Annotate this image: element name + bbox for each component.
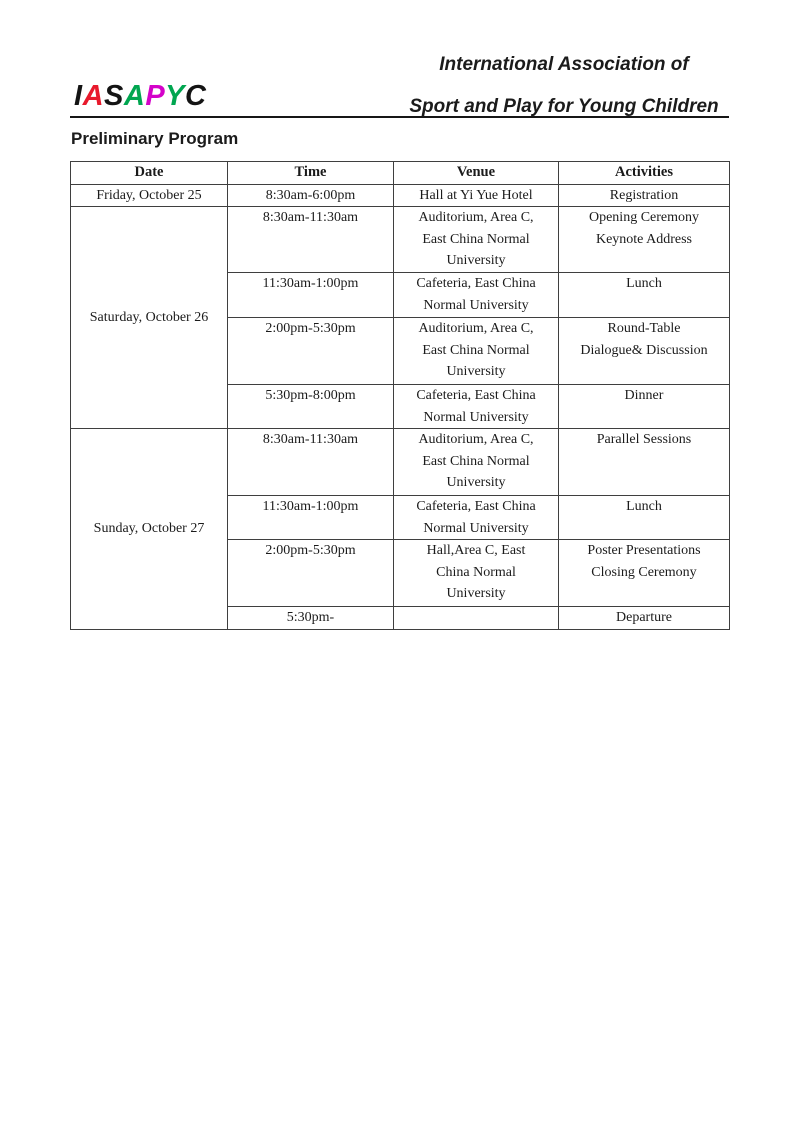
time-cell: 2:00pm-5:30pm [228, 540, 394, 607]
venue-line: University [446, 364, 506, 379]
activity-line: Round-Table [607, 321, 681, 336]
venue-cell [394, 385, 559, 429]
page-title: Preliminary Program [71, 129, 239, 148]
activity-line: Closing Ceremony [591, 564, 697, 580]
venue-line: Normal University [423, 520, 529, 536]
date-cell: Sunday, October 27 [71, 429, 228, 630]
venue-line: Normal University [423, 409, 529, 425]
date-cell: Saturday, October 26 [71, 207, 228, 429]
venue-line: Auditorium, Area C, [418, 210, 534, 225]
table-row [71, 184, 730, 207]
venue-cell [394, 318, 559, 385]
column-header-activities: Activities [559, 162, 730, 185]
activities-cell [559, 496, 730, 540]
column-header-time: Time [228, 162, 394, 185]
venue-line: Cafeteria, East China [416, 276, 536, 291]
logo-letter: S [104, 80, 124, 112]
column-header-venue: Venue [394, 162, 559, 185]
activities-cell [559, 273, 730, 318]
venue-line: East China Normal [422, 231, 530, 247]
organization-title-line2: Sport and Play for Young Children [409, 96, 719, 117]
logo-letter: C [185, 80, 207, 112]
table-header-row [71, 162, 730, 185]
venue-line: University [446, 586, 506, 601]
activity-line: Parallel Sessions [596, 432, 692, 447]
activity-line: Keynote Address [595, 231, 693, 247]
venue-line: University [446, 253, 506, 268]
logo-letter: Y [165, 80, 185, 112]
activity-line: Registration [609, 187, 679, 203]
time-cell: 5:30pm-8:00pm [228, 385, 394, 429]
venue-cell [394, 207, 559, 273]
activities-cell [559, 607, 730, 630]
time-cell: 8:30am-11:30am [228, 207, 394, 273]
activity-line: Dinner [624, 388, 664, 403]
time-cell: 8:30am-11:30am [228, 429, 394, 496]
organization-title-line1: International Association of [439, 54, 689, 75]
date-cell: Friday, October 25 [71, 184, 228, 207]
time-cell: 5:30pm- [228, 607, 394, 630]
activity-line: Opening Ceremony [588, 210, 700, 225]
venue-line: University [446, 475, 506, 490]
logo-letter: I [74, 80, 83, 112]
venue-cell [394, 184, 559, 207]
column-header-date: Date [71, 162, 228, 185]
activities-cell [559, 207, 730, 273]
venue-cell [394, 496, 559, 540]
activities-cell [559, 318, 730, 385]
activities-cell [559, 429, 730, 496]
activities-cell [559, 540, 730, 607]
venue-cell [394, 607, 559, 630]
activity-line: Departure [616, 610, 672, 625]
venue-line: Cafeteria, East China [416, 388, 536, 403]
time-cell: 11:30am-1:00pm [228, 273, 394, 318]
program-table [70, 161, 730, 630]
logo-letter: P [145, 80, 166, 112]
venue-cell [394, 273, 559, 318]
logo-letter: A [123, 80, 146, 112]
iasapyc-logo [74, 80, 206, 112]
activity-line: Dialogue& Discussion [580, 342, 708, 358]
activity-line: Poster Presentations [587, 543, 701, 558]
time-cell: 2:00pm-5:30pm [228, 318, 394, 385]
activity-line: Lunch [626, 276, 662, 291]
venue-line: Hall at Yi Yue Hotel [419, 187, 533, 203]
venue-cell [394, 540, 559, 607]
venue-line: Auditorium, Area C, [418, 321, 534, 336]
venue-line: Auditorium, Area C, [418, 432, 534, 447]
venue-line: Cafeteria, East China [416, 499, 536, 514]
venue-line: East China Normal [422, 453, 530, 469]
activities-cell [559, 184, 730, 207]
time-cell: 8:30am-6:00pm [228, 184, 394, 207]
time-cell: 11:30am-1:00pm [228, 496, 394, 540]
table-row [71, 429, 730, 496]
activity-line: Lunch [626, 499, 662, 514]
activities-cell [559, 385, 730, 429]
logo-letter: A [82, 80, 105, 112]
header-rule [70, 116, 729, 118]
venue-line: Normal University [423, 297, 529, 313]
venue-cell [394, 429, 559, 496]
venue-line: China Normal [436, 564, 516, 580]
venue-line: Hall,Area C, East [426, 543, 526, 558]
table-row [71, 207, 730, 273]
venue-line: East China Normal [422, 342, 530, 358]
